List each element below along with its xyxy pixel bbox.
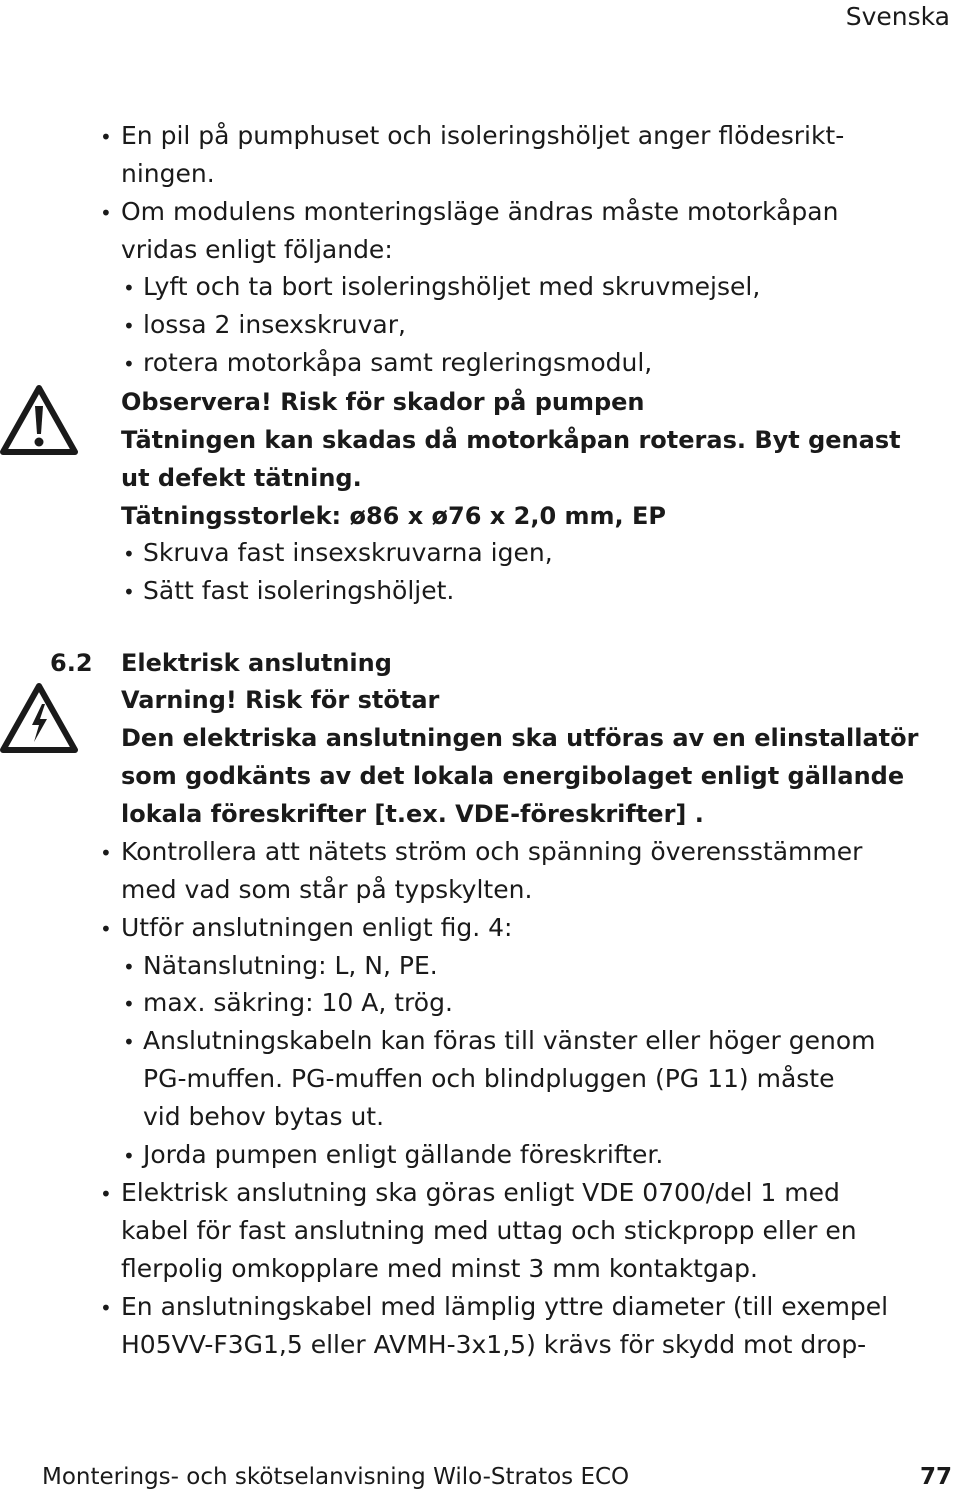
footer-title: Monterings- och skötselanvisning Wilo-Stratos ECO [42, 1464, 630, 1490]
list-item: Anslutningskabeln kan föras till vänster eller höger genom [143, 1026, 876, 1055]
bullet-dot: • [123, 992, 135, 1016]
paragraph-line: H05VV-F3G1,5 eller AVMH-3x1,5) krävs för skydd mot drop- [121, 1330, 867, 1359]
warning-text: Tätningsstorlek: ø86 x ø76 x 2,0 mm, EP [121, 502, 666, 530]
bullet-dot: • [123, 1030, 135, 1054]
warning-triangle-icon [0, 384, 78, 456]
bullet-dot: • [100, 841, 112, 865]
list-item: PG-muffen. PG-muffen och blindpluggen (PG 11) måste [143, 1064, 835, 1093]
paragraph-line: med vad som står på typskylten. [121, 875, 533, 904]
bullet-dot: • [123, 542, 135, 566]
bullet-dot: • [100, 1182, 112, 1206]
paragraph-line: vridas enligt följande: [121, 235, 393, 264]
warning-title: Observera! Risk för skador på pumpen [121, 388, 645, 416]
bullet-dot: • [123, 955, 135, 979]
bullet-dot: • [123, 1144, 135, 1168]
bullet-dot: • [123, 276, 135, 300]
paragraph-line: flerpolig omkopplare med minst 3 mm kontaktgap. [121, 1254, 758, 1283]
list-item: Nätanslutning: L, N, PE. [143, 951, 438, 980]
section-title: Elektrisk anslutning [121, 649, 392, 677]
warning-text: lokala föreskrifter [t.ex. VDE-föreskrifter] . [121, 800, 704, 828]
paragraph-line: En pil på pumphuset och isoleringshöljet anger flödesrikt- [121, 121, 845, 150]
list-item: Jorda pumpen enligt gällande föreskrifter. [143, 1140, 664, 1169]
paragraph-line: ningen. [121, 159, 215, 188]
paragraph-line: En anslutningskabel med lämplig yttre diameter (till exempel [121, 1292, 889, 1321]
section-number: 6.2 [50, 649, 93, 677]
paragraph-line: Elektrisk anslutning ska göras enligt VDE 0700/del 1 med [121, 1178, 840, 1207]
list-item: Skruva fast insexskruvarna igen, [143, 538, 553, 567]
bullet-dot: • [123, 580, 135, 604]
list-item: Lyft och ta bort isoleringshöljet med skruvmejsel, [143, 272, 761, 301]
bullet-dot: • [100, 917, 112, 941]
bullet-dot: • [123, 352, 135, 376]
list-item: Sätt fast isoleringshöljet. [143, 576, 455, 605]
paragraph-line: Utför anslutningen enligt fig. 4: [121, 913, 513, 942]
bullet-dot: • [123, 314, 135, 338]
paragraph-line: kabel för fast anslutning med uttag och stickpropp eller en [121, 1216, 857, 1245]
warning-text: som godkänts av det lokala energibolaget enligt gällande [121, 762, 905, 790]
list-item: rotera motorkåpa samt regleringsmodul, [143, 348, 653, 377]
paragraph-line: Kontrollera att nätets ström och spänning överensstämmer [121, 837, 863, 866]
warning-title: Varning! Risk för stötar [121, 686, 440, 714]
warning-text: Tätningen kan skadas då motorkåpan roteras. Byt genast [121, 426, 901, 454]
page-number: 77 [919, 1464, 952, 1490]
language-label: Svenska [845, 2, 950, 31]
bullet-dot: • [100, 201, 112, 225]
paragraph-line: Om modulens monteringsläge ändras måste motorkåpan [121, 197, 839, 226]
warning-text: Den elektriska anslutningen ska utföras av en elinstallatör [121, 724, 919, 752]
bullet-dot: • [100, 1296, 112, 1320]
list-item: lossa 2 insexskruvar, [143, 310, 406, 339]
list-item: vid behov bytas ut. [143, 1102, 385, 1131]
electric-hazard-icon [0, 682, 78, 754]
bullet-dot: • [100, 125, 112, 149]
list-item: max. säkring: 10 A, trög. [143, 988, 453, 1017]
warning-text: ut defekt tätning. [121, 464, 362, 492]
